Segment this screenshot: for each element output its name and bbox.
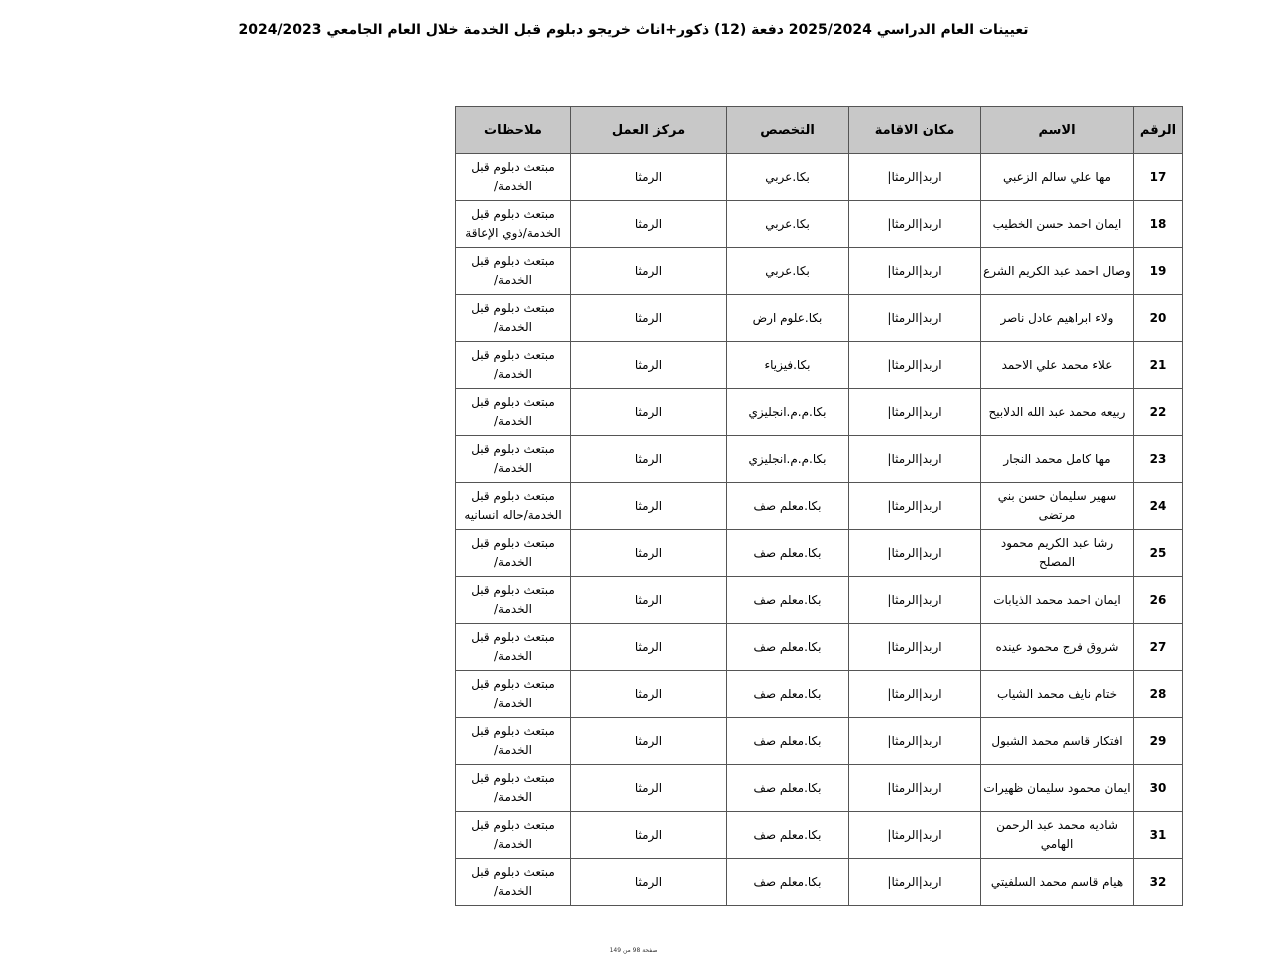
- table-row: [456, 671, 1183, 718]
- cell-name: سهير سليمان حسن بني مرتضى: [981, 483, 1134, 530]
- cell-name: وصال احمد عبد الكريم الشرع: [981, 248, 1134, 295]
- table-row: [456, 812, 1183, 859]
- cell-notes: مبتعث دبلوم قبل الخدمة/: [456, 436, 571, 483]
- cell-name: ختام نايف محمد الشياب: [981, 671, 1134, 718]
- cell-specialization: بكا.معلم صف: [727, 577, 849, 624]
- cell-notes: مبتعث دبلوم قبل الخدمة/حاله انسانيه: [456, 483, 571, 530]
- cell-work-center: الرمثا: [571, 436, 727, 483]
- cell-name: رشا عبد الكريم محمود المصلح: [981, 530, 1134, 577]
- cell-number: 21: [1134, 342, 1183, 389]
- cell-notes: مبتعث دبلوم قبل الخدمة/: [456, 342, 571, 389]
- cell-residence: اربد|الرمثا|: [849, 342, 981, 389]
- cell-specialization: بكا.عربي: [727, 201, 849, 248]
- cell-notes: مبتعث دبلوم قبل الخدمة/: [456, 389, 571, 436]
- table-row: [456, 624, 1183, 671]
- cell-specialization: بكا.معلم صف: [727, 812, 849, 859]
- cell-work-center: الرمثا: [571, 295, 727, 342]
- cell-notes: مبتعث دبلوم قبل الخدمة/: [456, 624, 571, 671]
- cell-number: 17: [1134, 154, 1183, 201]
- table-row: [456, 342, 1183, 389]
- cell-specialization: بكا.معلم صف: [727, 718, 849, 765]
- cell-notes: مبتعث دبلوم قبل الخدمة/: [456, 859, 571, 906]
- cell-work-center: الرمثا: [571, 671, 727, 718]
- cell-specialization: بكا.م.م.انجليزي: [727, 389, 849, 436]
- cell-residence: اربد|الرمثا|: [849, 812, 981, 859]
- cell-specialization: بكا.معلم صف: [727, 624, 849, 671]
- cell-specialization: بكا.فيزياء: [727, 342, 849, 389]
- cell-number: 32: [1134, 859, 1183, 906]
- cell-notes: مبتعث دبلوم قبل الخدمة/: [456, 530, 571, 577]
- cell-number: 30: [1134, 765, 1183, 812]
- cell-name: مها كامل محمد النجار: [981, 436, 1134, 483]
- header-number: الرقم: [1134, 107, 1183, 154]
- cell-residence: اربد|الرمثا|: [849, 248, 981, 295]
- cell-name: ولاء ابراهيم عادل ناصر: [981, 295, 1134, 342]
- table-row: [456, 859, 1183, 906]
- cell-residence: اربد|الرمثا|: [849, 389, 981, 436]
- cell-notes: مبتعث دبلوم قبل الخدمة/: [456, 718, 571, 765]
- table-row: [456, 295, 1183, 342]
- cell-notes: مبتعث دبلوم قبل الخدمة/: [456, 154, 571, 201]
- cell-number: 24: [1134, 483, 1183, 530]
- cell-number: 18: [1134, 201, 1183, 248]
- cell-work-center: الرمثا: [571, 154, 727, 201]
- cell-work-center: الرمثا: [571, 624, 727, 671]
- header-notes: ملاحظات: [456, 107, 571, 154]
- cell-number: 28: [1134, 671, 1183, 718]
- cell-residence: اربد|الرمثا|: [849, 671, 981, 718]
- cell-specialization: بكا.عربي: [727, 248, 849, 295]
- header-specialization: التخصص: [727, 107, 849, 154]
- cell-residence: اربد|الرمثا|: [849, 201, 981, 248]
- cell-specialization: بكا.معلم صف: [727, 530, 849, 577]
- cell-work-center: الرمثا: [571, 765, 727, 812]
- cell-name: هيام قاسم محمد السلفيتي: [981, 859, 1134, 906]
- cell-work-center: الرمثا: [571, 859, 727, 906]
- table-row: [456, 201, 1183, 248]
- cell-specialization: بكا.علوم ارض: [727, 295, 849, 342]
- table-row: [456, 530, 1183, 577]
- cell-specialization: بكا.معلم صف: [727, 765, 849, 812]
- cell-notes: مبتعث دبلوم قبل الخدمة/: [456, 671, 571, 718]
- appointments-table: [455, 106, 1183, 906]
- cell-specialization: بكا.عربي: [727, 154, 849, 201]
- cell-number: 25: [1134, 530, 1183, 577]
- cell-number: 22: [1134, 389, 1183, 436]
- table-body: [456, 154, 1183, 906]
- cell-work-center: الرمثا: [571, 812, 727, 859]
- cell-number: 23: [1134, 436, 1183, 483]
- cell-residence: اربد|الرمثا|: [849, 859, 981, 906]
- cell-notes: مبتعث دبلوم قبل الخدمة/: [456, 248, 571, 295]
- cell-number: 27: [1134, 624, 1183, 671]
- header-work-center: مركز العمل: [571, 107, 727, 154]
- cell-name: مها علي سالم الزعبي: [981, 154, 1134, 201]
- cell-notes: مبتعث دبلوم قبل الخدمة/ذوي الإعاقة: [456, 201, 571, 248]
- cell-notes: مبتعث دبلوم قبل الخدمة/: [456, 577, 571, 624]
- table-row: [456, 765, 1183, 812]
- cell-name: شروق فرج محمود عينده: [981, 624, 1134, 671]
- cell-name: ايمان احمد محمد الذيابات: [981, 577, 1134, 624]
- page-number: صفحة 98 من 149: [609, 947, 658, 954]
- cell-specialization: بكا.معلم صف: [727, 671, 849, 718]
- table-row: [456, 154, 1183, 201]
- cell-residence: اربد|الرمثا|: [849, 624, 981, 671]
- cell-number: 19: [1134, 248, 1183, 295]
- cell-specialization: بكا.معلم صف: [727, 859, 849, 906]
- cell-number: 31: [1134, 812, 1183, 859]
- cell-residence: اربد|الرمثا|: [849, 577, 981, 624]
- table-header-row: [456, 107, 1183, 154]
- header-name: الاسم: [981, 107, 1134, 154]
- cell-work-center: الرمثا: [571, 248, 727, 295]
- cell-residence: اربد|الرمثا|: [849, 483, 981, 530]
- cell-work-center: الرمثا: [571, 577, 727, 624]
- cell-notes: مبتعث دبلوم قبل الخدمة/: [456, 295, 571, 342]
- cell-residence: اربد|الرمثا|: [849, 154, 981, 201]
- cell-residence: اربد|الرمثا|: [849, 436, 981, 483]
- table-row: [456, 248, 1183, 295]
- cell-name: ربيعه محمد عبد الله الدلابيح: [981, 389, 1134, 436]
- cell-notes: مبتعث دبلوم قبل الخدمة/: [456, 765, 571, 812]
- cell-specialization: بكا.م.م.انجليزي: [727, 436, 849, 483]
- cell-name: شاديه محمد عبد الرحمن الهامي: [981, 812, 1134, 859]
- cell-number: 26: [1134, 577, 1183, 624]
- cell-work-center: الرمثا: [571, 389, 727, 436]
- cell-notes: مبتعث دبلوم قبل الخدمة/: [456, 812, 571, 859]
- cell-number: 20: [1134, 295, 1183, 342]
- cell-number: 29: [1134, 718, 1183, 765]
- cell-name: افتكار قاسم محمد الشبول: [981, 718, 1134, 765]
- cell-residence: اربد|الرمثا|: [849, 765, 981, 812]
- cell-name: ايمان محمود سليمان ظهيرات: [981, 765, 1134, 812]
- document-title: تعيينات العام الدراسي 2025/2024 دفعة (12) ذكور+اناث خريجو دبلوم قبل الخدمة خلال العام الجامعي 2024/2023: [238, 22, 1029, 38]
- header-residence: مكان الاقامة: [849, 107, 981, 154]
- cell-work-center: الرمثا: [571, 530, 727, 577]
- table-row: [456, 389, 1183, 436]
- cell-work-center: الرمثا: [571, 201, 727, 248]
- cell-name: ايمان احمد حسن الخطيب: [981, 201, 1134, 248]
- cell-residence: اربد|الرمثا|: [849, 295, 981, 342]
- cell-specialization: بكا.معلم صف: [727, 483, 849, 530]
- cell-work-center: الرمثا: [571, 483, 727, 530]
- table-row: [456, 577, 1183, 624]
- table-row: [456, 436, 1183, 483]
- cell-work-center: الرمثا: [571, 718, 727, 765]
- cell-residence: اربد|الرمثا|: [849, 718, 981, 765]
- cell-work-center: الرمثا: [571, 342, 727, 389]
- table-row: [456, 483, 1183, 530]
- table-row: [456, 718, 1183, 765]
- cell-name: علاء محمد علي الاحمد: [981, 342, 1134, 389]
- cell-residence: اربد|الرمثا|: [849, 530, 981, 577]
